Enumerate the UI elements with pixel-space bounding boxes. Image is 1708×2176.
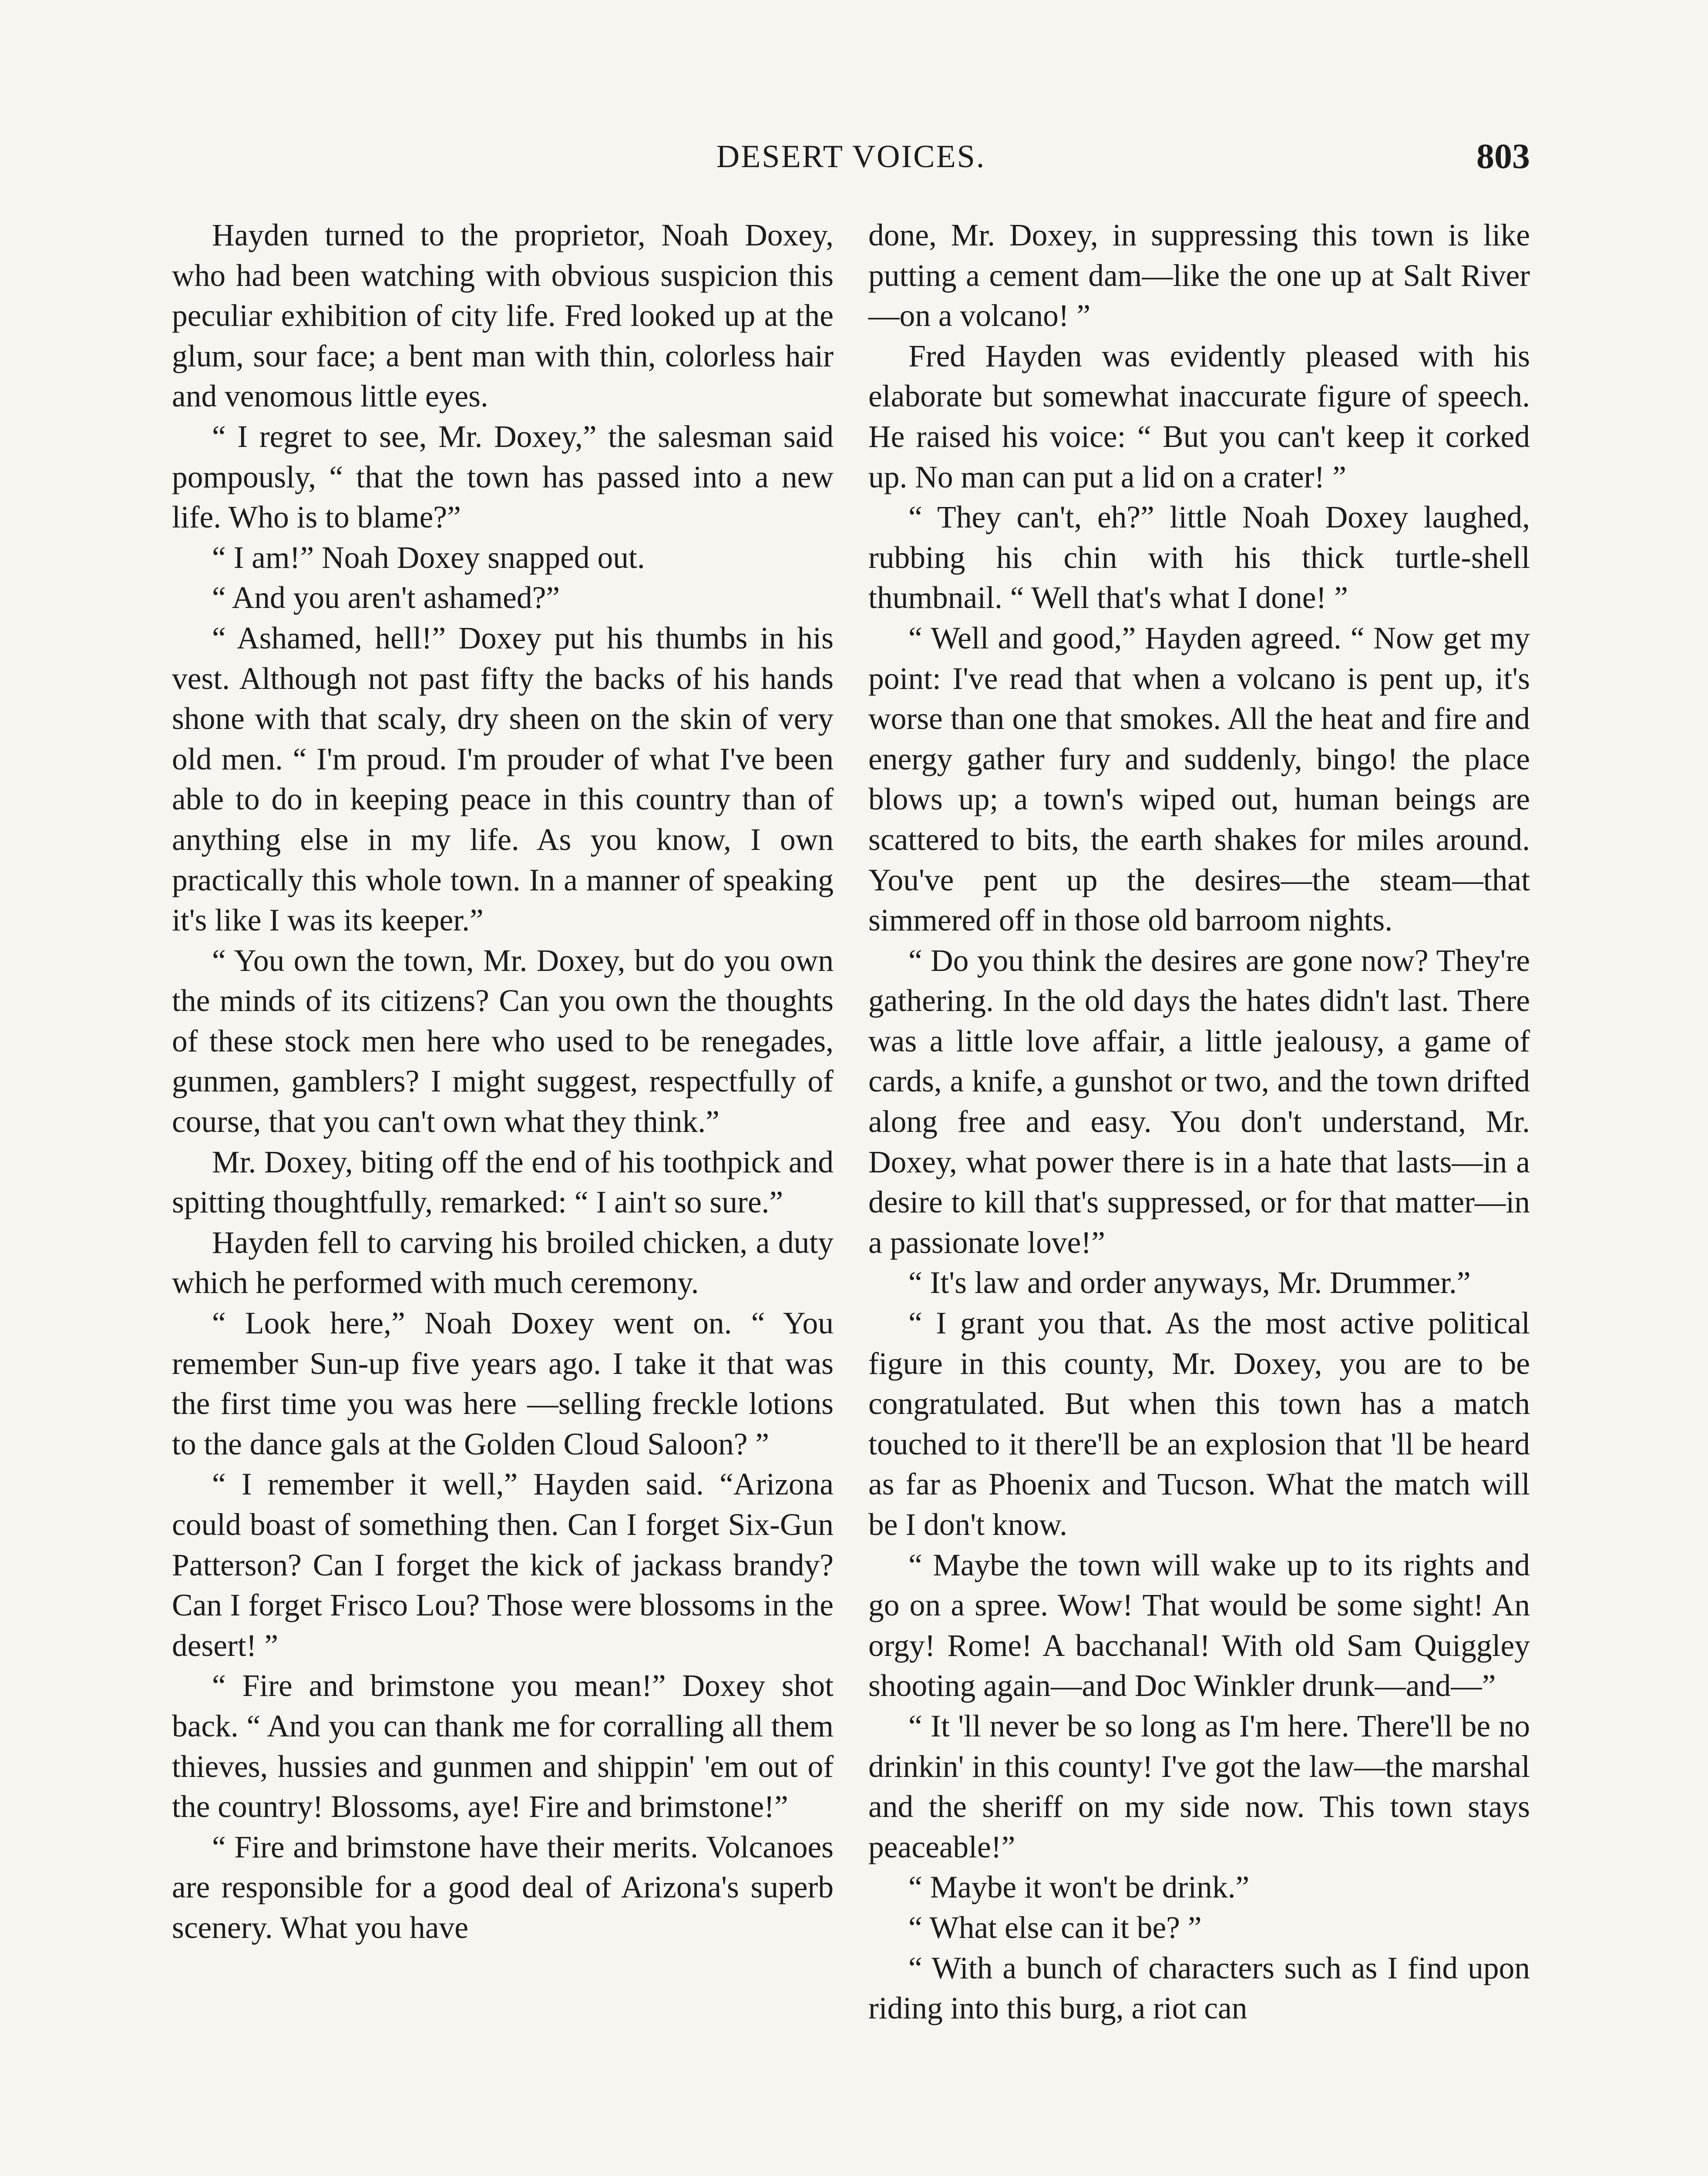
paragraph: “ I regret to see, Mr. Doxey,” the salesman said pompously, “ that the town has passed into a new life. Who is to blame?”: [172, 419, 834, 535]
paragraph: “ Ashamed, hell!” Doxey put his thumbs in his vest. Although not past fifty the backs of his hands shone with that scaly, dry sheen on the skin of very old men. “ I'm proud. I'm prouder of what I've been able to do in keeping peace in this country than of anything else in my life. As you know, I own practically this whole town. In a manner of speaking it's like I was its keeper.”: [172, 621, 834, 938]
paragraph: “ Fire and brimstone have their merits. Volcanoes are responsible for a good deal of Arizona's superb scenery. What you have: [172, 1830, 834, 1945]
paragraph: “ Fire and brimstone you mean!” Doxey shot back. “ And you can thank me for corralling all them thieves, hussies and gunmen and shippin' 'em out of the country! Blossoms, aye! Fire and brimstone!”: [172, 1669, 834, 1824]
paragraph: “ It 'll never be so long as I'm here. There'll be no drinkin' in this county! I've got the law—the marshal and the sheriff on my side now. This town stays peaceable!”: [868, 1709, 1530, 1864]
paragraph: Fred Hayden was evidently pleased with his elaborate but somewhat inaccurate figure of speech. He raised his voice: “ But you can't keep it corked up. No man can put a lid on a crater! ”: [868, 339, 1530, 494]
paragraph: “ Do you think the desires are gone now? They're gathering. In the old days the hates didn't last. There was a little love affair, a little jealousy, a game of cards, a knife, a gunshot or two, and the town drifted along free and easy. You don't understand, Mr. Doxey, what power there is in a hate that lasts—in a desire to kill that's suppressed, or for that matter—in a passionate love!”: [868, 943, 1530, 1260]
paragraph: “ I am!” Noah Doxey snapped out.: [212, 540, 645, 575]
paragraph: Mr. Doxey, biting off the end of his toothpick and spitting thoughtfully, remarked: “ I ain't so sure.”: [172, 1145, 834, 1220]
paragraph: “ Well and good,” Hayden agreed. “ Now get my point: I've read that when a volcano is pent up, it's worse than one that smokes. All the heat and fire and energy gather fury and suddenly, bingo! the place blows up; a town's wiped out, human beings are scattered to bits, the earth shakes for miles around. You've pent up the desires—the steam—that simmered off in those old barroom nights.: [868, 621, 1530, 938]
running-title: DESERT VOICES.: [716, 139, 986, 175]
paragraph: done, Mr. Doxey, in suppressing this town is like putting a cement dam—like the one up at Salt River—on a volcano! ”: [868, 218, 1530, 333]
left-column: [172, 215, 834, 1948]
paragraph: “ It's law and order anyways, Mr. Drummer.”: [908, 1266, 1471, 1300]
paragraph: “ What else can it be? ”: [908, 1910, 1202, 1945]
paragraph: “ I remember it well,” Hayden said. “Arizona could boast of something then. Can I forget Six-Gun Patterson? Can I forget the kick of jackass brandy? Can I forget Frisco Lou? Those were blossoms in the desert! ”: [172, 1467, 834, 1663]
paragraph: “ Look here,” Noah Doxey went on. “ You remember Sun-up five years ago. I take it that was the first time you was here —selling freckle lotions to the dance gals at the Golden Cloud Saloon? ”: [172, 1306, 834, 1461]
page-number: 803: [1476, 136, 1530, 176]
paragraph: “ You own the town, Mr. Doxey, but do you own the minds of its citizens? Can you own the thoughts of these stock men here who used to be renegades, gunmen, gamblers? I might suggest, respectfully of course, that you can't own what they think.”: [172, 943, 834, 1139]
running-head: [172, 138, 1530, 186]
paragraph: “ Maybe it won't be drink.”: [908, 1870, 1250, 1905]
paragraph: Hayden fell to carving his broiled chicken, a duty which he performed with much ceremony.: [172, 1225, 834, 1300]
paragraph: “ With a bunch of characters such as I find upon riding into this burg, a riot can: [868, 1951, 1530, 2026]
paragraph: “ I grant you that. As the most active political figure in this county, Mr. Doxey, you are to be congratulated. But when this town has a match touched to it there'll be an explosion that 'll be heard as far as Phoenix and Tucson. What the match will be I don't know.: [868, 1306, 1530, 1542]
paragraph: “ And you aren't ashamed?”: [212, 581, 560, 615]
right-column: [868, 215, 1530, 2029]
paragraph: Hayden turned to the proprietor, Noah Doxey, who had been watching with obvious suspicion this peculiar exhibition of city life. Fred looked up at the glum, sour face; a bent man with thin, colorless hair and venomous little eyes.: [172, 218, 834, 414]
paragraph: “ They can't, eh?” little Noah Doxey laughed, rubbing his chin with his thick turtle-shell thumbnail. “ Well that's what I done! ”: [868, 500, 1530, 615]
paragraph: “ Maybe the town will wake up to its rights and go on a spree. Wow! That would be some sight! An orgy! Rome! A bacchanal! With old Sam Quiggley shooting again—and Doc Winkler drunk—and—”: [868, 1548, 1530, 1703]
